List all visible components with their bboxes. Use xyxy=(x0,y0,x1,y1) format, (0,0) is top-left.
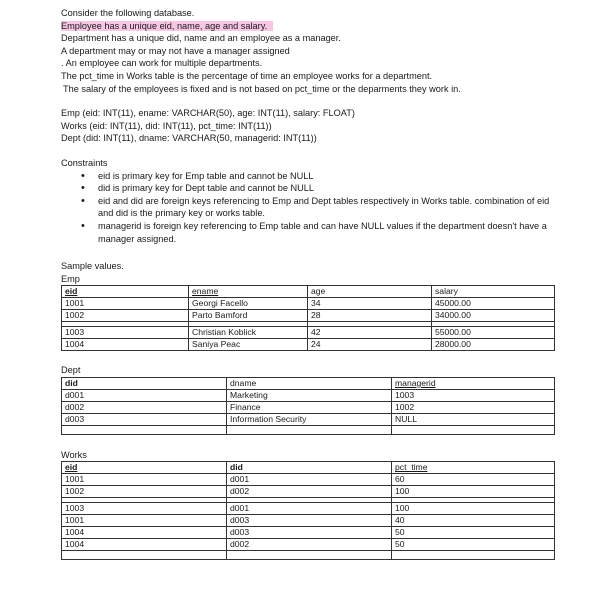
table-cell: Information Security xyxy=(227,413,392,425)
table-cell: 55000.00 xyxy=(432,327,555,339)
table-cell: 1001 xyxy=(62,298,189,310)
table-cell: 1001 xyxy=(62,474,227,486)
table-row xyxy=(62,539,555,551)
table-row xyxy=(62,486,555,498)
table-row xyxy=(62,527,555,539)
table-header-row xyxy=(62,377,555,389)
table-cell: d001 xyxy=(227,474,392,486)
table-cell: 1003 xyxy=(392,389,555,401)
table-cell: 1004 xyxy=(62,339,189,351)
table-cell: d001 xyxy=(62,389,227,401)
dept-table xyxy=(61,377,555,435)
table-cell: 50 xyxy=(392,539,555,551)
intro-highlight-row xyxy=(61,20,556,33)
table-cell: 28 xyxy=(308,310,432,322)
spacer-row xyxy=(62,551,555,560)
intro-consider: Consider the following database. xyxy=(61,8,195,18)
table-cell: d002 xyxy=(227,486,392,498)
intro-salary-line: The salary of the employees is fixed and is not based on pct_time or the deparments they work in. xyxy=(63,83,461,94)
constraint-item: • eid is primary key for Emp table and cannot be NULL xyxy=(98,170,556,183)
table-cell: Marketing xyxy=(227,389,392,401)
table-row xyxy=(62,515,555,527)
samples-title: Sample values. xyxy=(61,261,124,272)
column-header: dname xyxy=(227,377,392,389)
column-header: age xyxy=(308,286,432,298)
table-row xyxy=(62,310,555,322)
table-cell: 45000.00 xyxy=(432,298,555,310)
column-header: did xyxy=(227,462,392,474)
table-cell: 60 xyxy=(392,474,555,486)
table-cell: NULL xyxy=(392,413,555,425)
table-cell: d002 xyxy=(62,401,227,413)
table-header-row xyxy=(62,462,555,474)
schema-dept: Dept (did: INT(11), dname: VARCHAR(50, managerid: INT(11)) xyxy=(61,133,317,144)
table-cell: 40 xyxy=(392,515,555,527)
table-cell: Saniya Peac xyxy=(189,339,308,351)
intro-pct-line: The pct_time in Works table is the percentage of time an employee works for a department. xyxy=(61,70,433,81)
document-page xyxy=(61,7,556,560)
table-cell: 1004 xyxy=(62,539,227,551)
table-row xyxy=(62,327,555,339)
constraints-title: Constraints xyxy=(61,157,108,168)
schema-emp: Emp (eid: INT(11), ename: VARCHAR(50), age: INT(11), salary: FLOAT) xyxy=(61,108,355,119)
column-header: pct_time xyxy=(392,462,555,474)
column-header: managerid xyxy=(392,377,555,389)
constraint-item: • eid and did are foreign keys referencing to Emp and Dept tables respectively in Works table. combination of eid and did is the primary key or works table. xyxy=(98,195,556,220)
intro-multi-line: . An employee can work for multiple departments. xyxy=(61,58,263,69)
table-cell: Georgi Facello xyxy=(189,298,308,310)
table-cell: d003 xyxy=(62,413,227,425)
constraint-item: • did is primary key for Dept table and cannot be NULL xyxy=(98,182,556,195)
intro-dept-line: Department has a unique did, name and an employee as a manager. xyxy=(61,33,341,44)
intro-manager-line: A department may or may not have a manager assigned xyxy=(61,45,290,56)
works-table xyxy=(61,461,555,560)
constraint-item: • managerid is foreign key referencing to Emp table and can have NULL values if the department doesn't have a manager assigned. xyxy=(98,220,556,245)
table-cell: 1003 xyxy=(62,503,227,515)
table-cell: Christian Koblick xyxy=(189,327,308,339)
table-cell: d002 xyxy=(227,539,392,551)
emp-table xyxy=(61,285,555,351)
table-cell: 1002 xyxy=(62,486,227,498)
table-row xyxy=(62,389,555,401)
table-cell: 100 xyxy=(392,486,555,498)
table-cell: d001 xyxy=(227,503,392,515)
table-cell: 100 xyxy=(392,503,555,515)
table-row xyxy=(62,339,555,351)
dept-table-title: Dept xyxy=(61,365,81,376)
table-cell: d003 xyxy=(227,515,392,527)
spacer-row xyxy=(62,425,555,434)
table-cell: 50 xyxy=(392,527,555,539)
column-header: ename xyxy=(189,286,308,298)
table-cell: 24 xyxy=(308,339,432,351)
works-table-title: Works xyxy=(61,449,87,460)
table-cell: 42 xyxy=(308,327,432,339)
column-header: eid xyxy=(62,462,227,474)
column-header: salary xyxy=(432,286,555,298)
schema-works: Works (eid: INT(11), did: INT(11), pct_time: INT(11)) xyxy=(61,120,272,131)
table-cell: Parto Bamford xyxy=(189,310,308,322)
table-cell: 1002 xyxy=(62,310,189,322)
column-header: did xyxy=(62,377,227,389)
table-cell: 1002 xyxy=(392,401,555,413)
column-header: eid xyxy=(62,286,189,298)
table-cell: 34000.00 xyxy=(432,310,555,322)
emp-table-title: Emp xyxy=(61,273,80,284)
table-row xyxy=(62,298,555,310)
table-cell: d003 xyxy=(227,527,392,539)
table-row xyxy=(62,401,555,413)
highlighted-sentence: Employee has a unique eid, name, age and salary. xyxy=(61,21,273,31)
constraints-list xyxy=(61,170,556,246)
table-cell: 1001 xyxy=(62,515,227,527)
table-header-row xyxy=(62,286,555,298)
table-cell: Finance xyxy=(227,401,392,413)
table-row xyxy=(62,474,555,486)
table-cell: 1004 xyxy=(62,527,227,539)
table-cell: 28000.00 xyxy=(432,339,555,351)
table-row xyxy=(62,503,555,515)
table-row xyxy=(62,413,555,425)
table-cell: 34 xyxy=(308,298,432,310)
table-cell: 1003 xyxy=(62,327,189,339)
